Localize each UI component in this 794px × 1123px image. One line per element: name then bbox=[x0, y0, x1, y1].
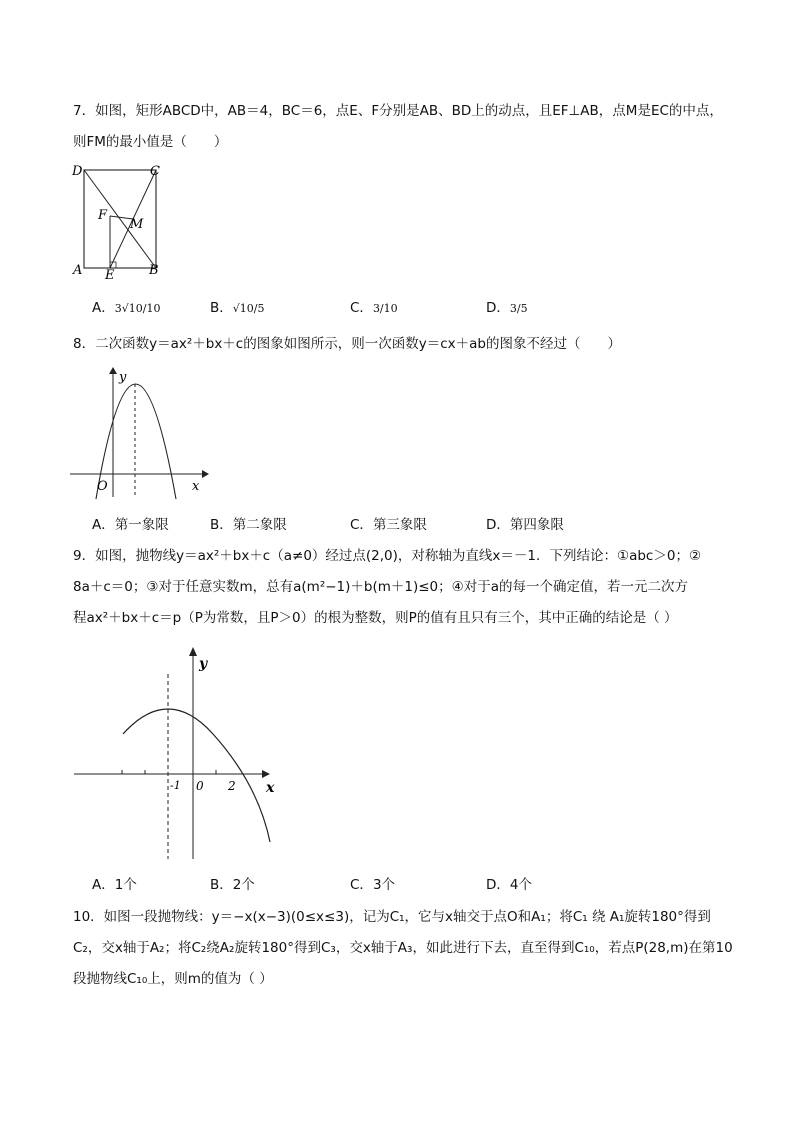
y-axis-arrow bbox=[189, 647, 197, 656]
question-9-figure bbox=[66, 644, 296, 866]
question-7-figure bbox=[66, 158, 176, 282]
label-origin: O bbox=[97, 479, 108, 494]
option-d-value: 3/5 bbox=[509, 302, 528, 315]
question-8-line-1: 8．二次函数y＝ax²＋bx＋c的图象如图所示，则一次函数y＝cx＋ab的图象不经过（ ） bbox=[73, 336, 621, 352]
option-a[interactable]: A．3√10/10 bbox=[92, 300, 161, 316]
label-y: y bbox=[119, 370, 127, 385]
option-c-value: 第三象限 bbox=[372, 517, 427, 533]
label-e: E bbox=[105, 268, 115, 282]
label-a: A bbox=[73, 263, 83, 278]
label-m: M bbox=[130, 217, 144, 232]
question-9-line-1: 9．如图，抛物线y＝ax²＋bx＋c（a≠0）经过点(2,0)，对称轴为直线x＝－1．下列结论：①abc＞0；② bbox=[73, 548, 702, 564]
option-d[interactable]: D．4个 bbox=[486, 877, 532, 893]
question-10 bbox=[73, 902, 733, 995]
option-b[interactable]: B．√10/5 bbox=[210, 300, 265, 316]
label-b: B bbox=[149, 263, 159, 278]
question-7-options bbox=[92, 296, 692, 326]
question-10-line-1: 10．如图一段抛物线：y＝−x(x−3)(0≤x≤3)，记为C₁，它与x轴交于点O和A₁；将C₁ 绕 A₁旋转180°得到 bbox=[73, 909, 711, 925]
label-zero: 0 bbox=[196, 779, 204, 793]
option-c-value: 3个 bbox=[372, 877, 396, 893]
parabola bbox=[123, 709, 270, 842]
option-a-value: 1个 bbox=[114, 877, 137, 893]
label-x: x bbox=[192, 479, 200, 494]
question-10-line-3: 段抛物线C₁₀上，则m的值为（ ） bbox=[73, 971, 273, 987]
option-a[interactable]: A．1个 bbox=[92, 877, 137, 893]
diagonal-db bbox=[84, 170, 156, 268]
parabola bbox=[96, 384, 176, 499]
question-8 bbox=[73, 329, 733, 360]
option-b-value: √10/5 bbox=[232, 302, 265, 315]
option-d-value: 4个 bbox=[509, 877, 532, 893]
question-9-line-2: 8a＋c＝0；③对于任意实数m，总有a(m²−1)＋b(m＋1)≤0；④对于a的每一个确定值，若一元二次方 bbox=[73, 579, 689, 595]
question-9-line-3: 程ax²＋bx＋c＝p（P为常数，且P＞0）的根为整数，则P的值有且只有三个，其中正确的结论是（ ） bbox=[73, 610, 678, 626]
question-8-options bbox=[92, 513, 692, 543]
question-9-options bbox=[92, 873, 692, 903]
question-7-line-1: 7．如图，矩形ABCD中，AB＝4，BC＝6，点E、F分别是AB、BD上的动点，且EF⊥AB，点M是EC的中点， bbox=[73, 103, 723, 119]
option-b[interactable]: B．2个 bbox=[210, 877, 255, 893]
label-neg1: -1 bbox=[170, 779, 181, 792]
label-x: x bbox=[266, 780, 275, 796]
option-d-value: 第四象限 bbox=[509, 517, 564, 533]
question-7-line-2: 则FM的最小值是（ ） bbox=[73, 134, 228, 150]
label-c: C bbox=[150, 164, 160, 179]
label-d: D bbox=[72, 164, 83, 179]
option-b[interactable]: B．第二象限 bbox=[210, 517, 287, 533]
option-a-value: 3√10/10 bbox=[114, 302, 161, 315]
option-d[interactable]: D．3/5 bbox=[486, 300, 528, 316]
y-axis-arrow bbox=[109, 367, 117, 374]
question-8-figure bbox=[66, 364, 216, 502]
option-a-value: 第一象限 bbox=[114, 517, 169, 533]
question-10-line-2: C₂，交x轴于A₂；将C₂绕A₂旋转180°得到C₃，交x轴于A₃，如此进行下去，直至得到C₁₀，若点P(28,m)在第10 bbox=[73, 940, 733, 956]
option-c[interactable]: C．3个 bbox=[350, 877, 396, 893]
option-c[interactable]: C．3/10 bbox=[350, 300, 398, 316]
x-axis-arrow bbox=[202, 470, 209, 478]
x-axis-arrow bbox=[262, 770, 270, 778]
label-f: F bbox=[98, 208, 108, 223]
option-b-value: 2个 bbox=[232, 877, 255, 893]
option-c-value: 3/10 bbox=[372, 302, 398, 315]
option-b-value: 第二象限 bbox=[232, 517, 287, 533]
label-y: y bbox=[199, 656, 208, 672]
question-9 bbox=[73, 541, 733, 634]
option-c[interactable]: C．第三象限 bbox=[350, 517, 427, 533]
option-a[interactable]: A．第一象限 bbox=[92, 517, 169, 533]
label-two: 2 bbox=[228, 779, 236, 793]
option-d[interactable]: D．第四象限 bbox=[486, 517, 564, 533]
question-7 bbox=[73, 96, 733, 158]
